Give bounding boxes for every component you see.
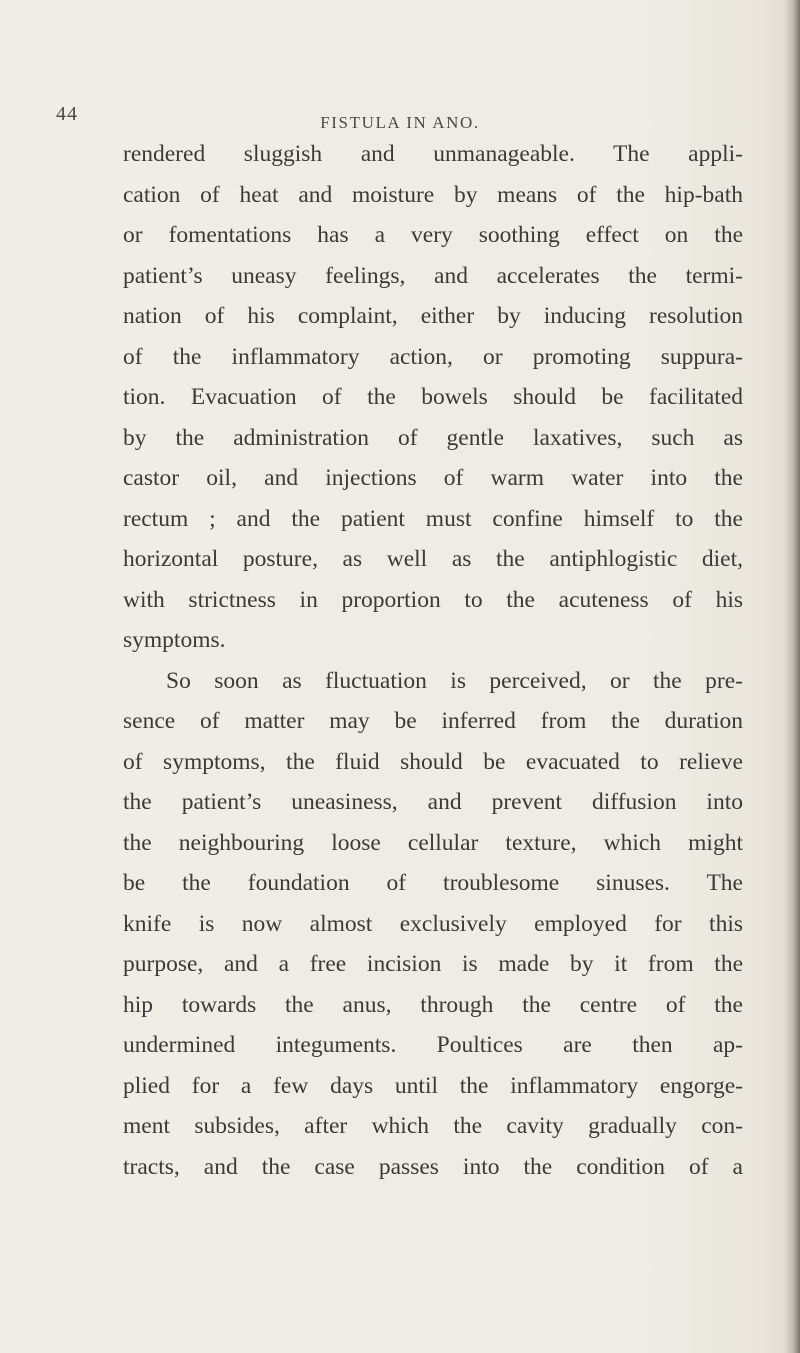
text-line: patient’s uneasy feelings, and accelerates the termi- <box>123 262 743 289</box>
text-line: with strictness in proportion to the acuteness of his <box>123 586 743 613</box>
text-line: the neighbouring loose cellular texture, which might <box>123 829 743 856</box>
text-line: rendered sluggish and unmanageable. The appli- <box>123 141 743 167</box>
body-text <box>123 134 743 1187</box>
text-line: nation of his complaint, either by inducing resolution <box>123 303 743 329</box>
text-line: cation of heat and moisture by means of the hip-bath <box>123 181 743 208</box>
text-line: castor oil, and injections of warm water into the <box>123 465 743 491</box>
text-line: the patient’s uneasiness, and prevent diffusion into <box>123 789 743 815</box>
text-line: of the inflammatory action, or promoting suppura- <box>123 343 743 370</box>
text-line: of symptoms, the fluid should be evacuated to relieve <box>123 748 743 775</box>
text-line: tion. Evacuation of the bowels should be facilitated <box>123 384 743 410</box>
text-line: be the foundation of troublesome sinuses. The <box>123 870 743 896</box>
text-line: symptoms. <box>123 627 226 653</box>
text-line: or fomentations has a very soothing effect on the <box>123 222 743 248</box>
text-line: sence of matter may be inferred from the duration <box>123 708 743 734</box>
text-line: rectum ; and the patient must confine himself to the <box>123 505 743 532</box>
text-line: tracts, and the case passes into the condition of a <box>123 1153 743 1180</box>
running-head: FISTULA IN ANO. <box>320 113 480 132</box>
text-line: ment subsides, after which the cavity gradually con- <box>123 1113 743 1139</box>
text-line: plied for a few days until the inflammatory engorge- <box>123 1072 743 1099</box>
page-number: 44 <box>56 103 78 125</box>
page-edge-shadow <box>784 0 800 1353</box>
text-line: hip towards the anus, through the centre of the <box>123 991 743 1018</box>
text-line: by the administration of gentle laxatives, such as <box>123 424 743 451</box>
text-line: knife is now almost exclusively employed for this <box>123 910 743 937</box>
text-line: horizontal posture, as well as the antiphlogistic diet, <box>123 546 743 572</box>
paragraph-start-line: So soon as fluctuation is perceived, or the pre- <box>166 667 743 694</box>
text-line: undermined integuments. Poultices are then ap- <box>123 1032 743 1058</box>
text-line: purpose, and a free incision is made by it from the <box>123 951 743 977</box>
